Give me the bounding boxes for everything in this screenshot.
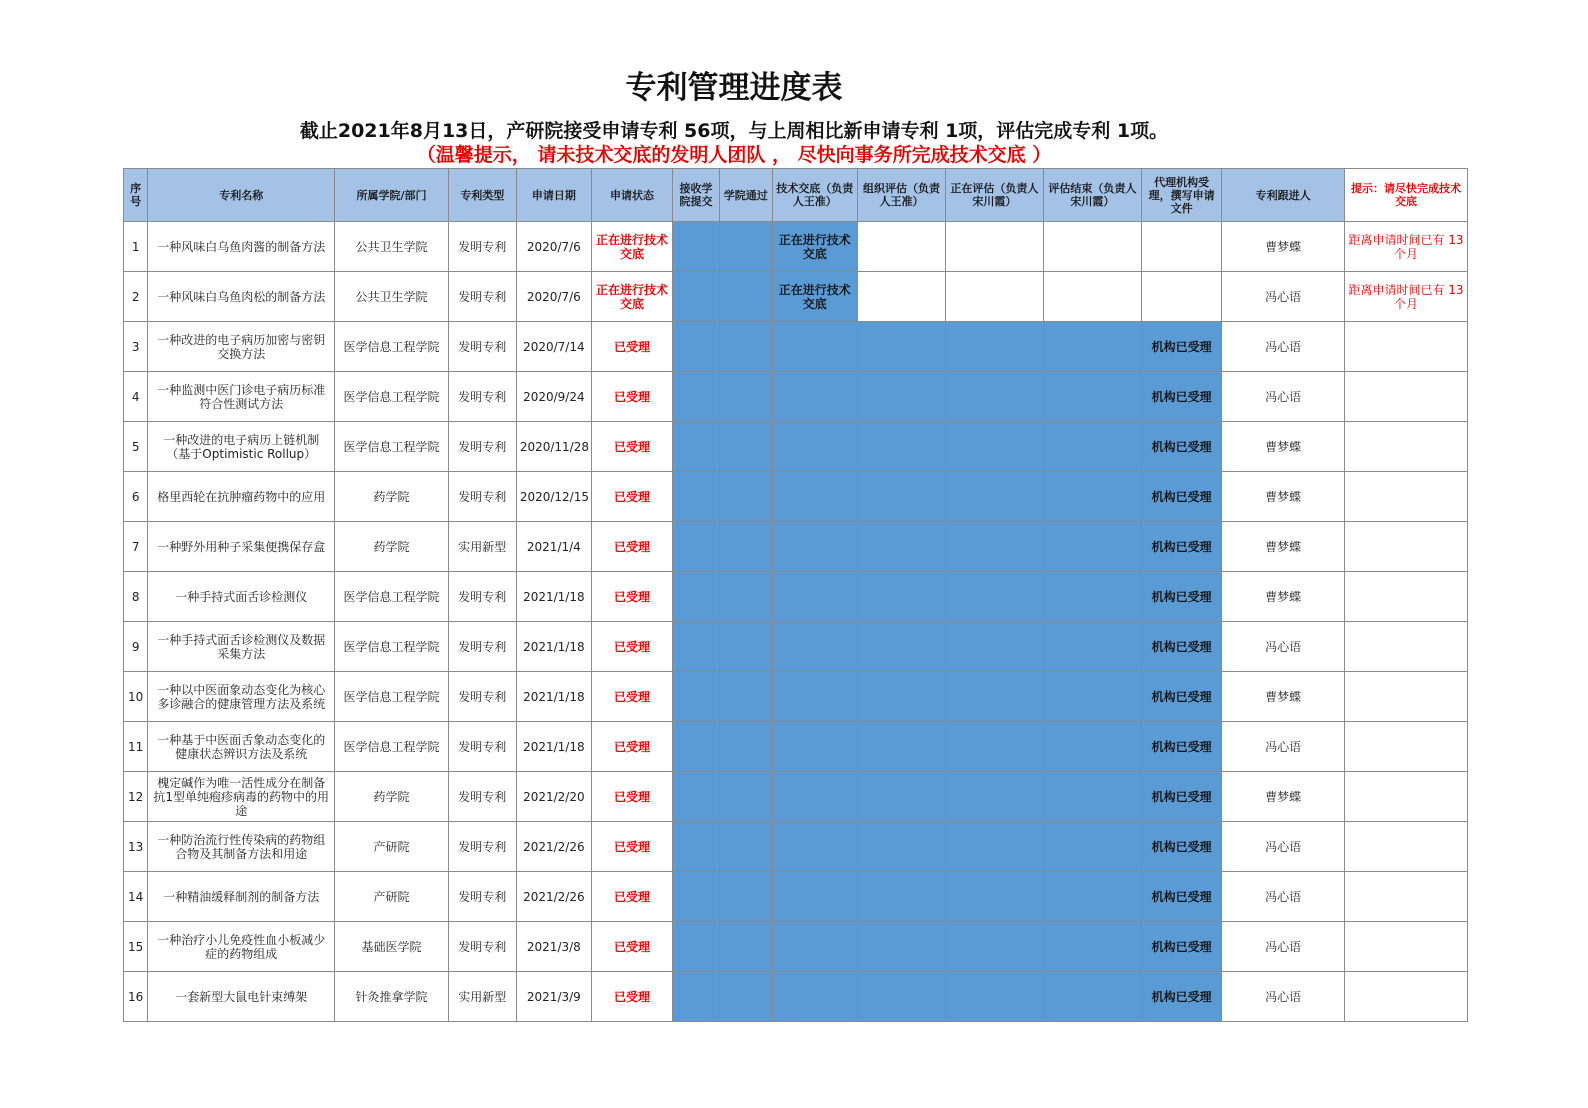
stage-agency: 机构已受理	[1142, 672, 1222, 722]
reminder-line: （温馨提示， 请未技术交底的发明人团队 ， 尽快向事务所完成技术交底 ）	[416, 144, 1052, 166]
apply-status: 已受理	[591, 372, 672, 422]
patent-owner: 冯心语	[1222, 922, 1345, 972]
stage-eval-done	[1043, 672, 1141, 722]
stage-evaluating	[946, 422, 1043, 472]
col-header-hint: 提示：请尽快完成技术交底	[1345, 169, 1468, 222]
apply-status: 已受理	[591, 522, 672, 572]
stage-approved	[719, 322, 772, 372]
stage-received	[673, 372, 720, 422]
stage-evaluating	[946, 822, 1043, 872]
stage-received	[673, 322, 720, 372]
patent-type: 发明专利	[448, 372, 516, 422]
stage-disclosure	[772, 972, 857, 1022]
table-row	[124, 572, 1468, 622]
department: 医学信息工程学院	[335, 722, 449, 772]
patent-name: 一种手持式面舌诊检测仪	[148, 572, 335, 622]
page-title: 专利管理进度表	[625, 70, 843, 106]
col-header-dept: 所属学院/部门	[335, 169, 449, 222]
patent-type: 发明专利	[448, 472, 516, 522]
patent-name: 一套新型大鼠电针束缚架	[148, 972, 335, 1022]
stage-agency: 机构已受理	[1142, 722, 1222, 772]
hint-cell	[1345, 822, 1468, 872]
stage-eval-done	[1043, 622, 1141, 672]
hint-cell	[1345, 772, 1468, 822]
patent-type: 发明专利	[448, 272, 516, 322]
patent-type: 实用新型	[448, 972, 516, 1022]
stage-approved	[719, 472, 772, 522]
stage-disclosure: 正在进行技术交底	[772, 272, 857, 322]
col-header-organize-eval: 组织评估（负责人王准）	[857, 169, 945, 222]
stage-evaluating	[946, 322, 1043, 372]
stage-approved	[719, 872, 772, 922]
department: 针灸推拿学院	[335, 972, 449, 1022]
stage-received	[673, 672, 720, 722]
row-number: 8	[124, 572, 148, 622]
stage-disclosure	[772, 622, 857, 672]
hint-cell: 距离申请时间已有 13 个月	[1345, 222, 1468, 272]
stage-received	[673, 422, 720, 472]
department: 产研院	[335, 872, 449, 922]
stage-organize-eval	[857, 422, 945, 472]
stage-approved	[719, 222, 772, 272]
col-header-approved: 学院通过	[719, 169, 772, 222]
table-row	[124, 722, 1468, 772]
stage-evaluating	[946, 372, 1043, 422]
stage-approved	[719, 522, 772, 572]
col-header-name: 专利名称	[148, 169, 335, 222]
stage-organize-eval	[857, 772, 945, 822]
stage-received	[673, 622, 720, 672]
patent-owner: 曹梦蝶	[1222, 472, 1345, 522]
apply-date: 2021/1/18	[516, 622, 591, 672]
stage-agency: 机构已受理	[1142, 522, 1222, 572]
patent-type: 发明专利	[448, 822, 516, 872]
patent-name: 一种监测中医门诊电子病历标准符合性测试方法	[148, 372, 335, 422]
patent-type: 发明专利	[448, 922, 516, 972]
apply-date: 2020/12/15	[516, 472, 591, 522]
stage-organize-eval	[857, 572, 945, 622]
stage-organize-eval	[857, 372, 945, 422]
department: 医学信息工程学院	[335, 372, 449, 422]
patent-type: 发明专利	[448, 422, 516, 472]
stage-agency: 机构已受理	[1142, 622, 1222, 672]
stage-agency: 机构已受理	[1142, 322, 1222, 372]
table-body	[124, 222, 1468, 1022]
stage-eval-done	[1043, 372, 1141, 422]
stage-approved	[719, 672, 772, 722]
patent-type: 发明专利	[448, 722, 516, 772]
hint-cell	[1345, 622, 1468, 672]
hint-cell	[1345, 722, 1468, 772]
stage-eval-done	[1043, 322, 1141, 372]
patent-type: 发明专利	[448, 572, 516, 622]
hint-cell	[1345, 872, 1468, 922]
apply-date: 2021/1/18	[516, 722, 591, 772]
col-header-no: 序号	[124, 169, 148, 222]
stage-approved	[719, 622, 772, 672]
stage-organize-eval	[857, 872, 945, 922]
stage-evaluating	[946, 872, 1043, 922]
stage-agency: 机构已受理	[1142, 422, 1222, 472]
stage-approved	[719, 422, 772, 472]
table-row	[124, 522, 1468, 572]
stage-approved	[719, 372, 772, 422]
col-header-evaluating: 正在评估（负责人宋川霞）	[946, 169, 1043, 222]
stage-organize-eval	[857, 672, 945, 722]
stage-organize-eval	[857, 622, 945, 672]
stage-eval-done	[1043, 772, 1141, 822]
row-number: 12	[124, 772, 148, 822]
department: 药学院	[335, 472, 449, 522]
patent-type: 发明专利	[448, 322, 516, 372]
stage-received	[673, 772, 720, 822]
stage-evaluating	[946, 972, 1043, 1022]
stage-received	[673, 572, 720, 622]
apply-status: 正在进行技术交底	[591, 272, 672, 322]
stage-approved	[719, 722, 772, 772]
patent-owner: 曹梦蝶	[1222, 522, 1345, 572]
hint-cell	[1345, 522, 1468, 572]
col-header-owner: 专利跟进人	[1222, 169, 1345, 222]
stage-evaluating	[946, 272, 1043, 322]
table-row	[124, 822, 1468, 872]
row-number: 5	[124, 422, 148, 472]
stage-approved	[719, 822, 772, 872]
hint-cell	[1345, 572, 1468, 622]
apply-date: 2021/1/18	[516, 672, 591, 722]
patent-type: 发明专利	[448, 772, 516, 822]
patent-owner: 冯心语	[1222, 622, 1345, 672]
table-row	[124, 872, 1468, 922]
department: 药学院	[335, 522, 449, 572]
patent-name: 一种精油缓释制剂的制备方法	[148, 872, 335, 922]
stage-eval-done	[1043, 972, 1141, 1022]
row-number: 11	[124, 722, 148, 772]
patent-name: 一种野外用种子采集便携保存盒	[148, 522, 335, 572]
table-row	[124, 422, 1468, 472]
stage-received	[673, 872, 720, 922]
table-header-row	[124, 169, 1468, 222]
apply-status: 已受理	[591, 322, 672, 372]
stage-eval-done	[1043, 472, 1141, 522]
stage-eval-done	[1043, 422, 1141, 472]
stage-agency	[1142, 272, 1222, 322]
department: 医学信息工程学院	[335, 322, 449, 372]
patent-owner: 曹梦蝶	[1222, 772, 1345, 822]
stage-disclosure	[772, 672, 857, 722]
table-row	[124, 472, 1468, 522]
apply-date: 2020/7/6	[516, 222, 591, 272]
apply-status: 已受理	[591, 972, 672, 1022]
hint-cell	[1345, 372, 1468, 422]
summary-line: 截止2021年8月13日，产研院接受申请专利 56项，与上周相比新申请专利 1项，评估完成专利 1项。	[299, 120, 1169, 142]
stage-disclosure: 正在进行技术交底	[772, 222, 857, 272]
apply-date: 2021/1/18	[516, 572, 591, 622]
stage-organize-eval	[857, 222, 945, 272]
stage-agency: 机构已受理	[1142, 972, 1222, 1022]
hint-cell	[1345, 922, 1468, 972]
department: 公共卫生学院	[335, 222, 449, 272]
stage-eval-done	[1043, 922, 1141, 972]
stage-received	[673, 222, 720, 272]
stage-agency: 机构已受理	[1142, 822, 1222, 872]
apply-date: 2021/2/26	[516, 822, 591, 872]
stage-received	[673, 272, 720, 322]
apply-status: 已受理	[591, 622, 672, 672]
stage-organize-eval	[857, 972, 945, 1022]
patent-type: 实用新型	[448, 522, 516, 572]
patent-owner: 曹梦蝶	[1222, 422, 1345, 472]
apply-status: 已受理	[591, 772, 672, 822]
stage-evaluating	[946, 522, 1043, 572]
stage-disclosure	[772, 772, 857, 822]
stage-evaluating	[946, 622, 1043, 672]
apply-status: 已受理	[591, 822, 672, 872]
stage-agency: 机构已受理	[1142, 372, 1222, 422]
stage-disclosure	[772, 472, 857, 522]
stage-received	[673, 922, 720, 972]
apply-date: 2020/9/24	[516, 372, 591, 422]
department: 医学信息工程学院	[335, 672, 449, 722]
patent-name: 一种基于中医面舌象动态变化的健康状态辨识方法及系统	[148, 722, 335, 772]
patent-type: 发明专利	[448, 872, 516, 922]
patent-owner: 冯心语	[1222, 872, 1345, 922]
stage-received	[673, 522, 720, 572]
table-row	[124, 372, 1468, 422]
col-header-type: 专利类型	[448, 169, 516, 222]
stage-eval-done	[1043, 222, 1141, 272]
stage-approved	[719, 572, 772, 622]
department: 公共卫生学院	[335, 272, 449, 322]
stage-organize-eval	[857, 922, 945, 972]
stage-evaluating	[946, 672, 1043, 722]
patent-owner: 冯心语	[1222, 372, 1345, 422]
patent-owner: 冯心语	[1222, 722, 1345, 772]
table-row	[124, 272, 1468, 322]
stage-evaluating	[946, 572, 1043, 622]
row-number: 15	[124, 922, 148, 972]
row-number: 4	[124, 372, 148, 422]
stage-agency: 机构已受理	[1142, 472, 1222, 522]
patent-name: 一种以中医面象动态变化为核心多诊融合的健康管理方法及系统	[148, 672, 335, 722]
stage-eval-done	[1043, 872, 1141, 922]
stage-organize-eval	[857, 522, 945, 572]
stage-approved	[719, 972, 772, 1022]
row-number: 2	[124, 272, 148, 322]
patent-progress-table	[123, 168, 1468, 1022]
row-number: 9	[124, 622, 148, 672]
row-number: 13	[124, 822, 148, 872]
table-row	[124, 972, 1468, 1022]
apply-status: 已受理	[591, 572, 672, 622]
patent-owner: 曹梦蝶	[1222, 222, 1345, 272]
stage-agency: 机构已受理	[1142, 772, 1222, 822]
stage-approved	[719, 922, 772, 972]
apply-date: 2020/7/14	[516, 322, 591, 372]
col-header-agency: 代理机构受理，撰写申请文件	[1142, 169, 1222, 222]
stage-received	[673, 972, 720, 1022]
col-header-eval-done: 评估结束（负责人宋川霞）	[1043, 169, 1141, 222]
stage-agency	[1142, 222, 1222, 272]
patent-name: 一种防治流行性传染病的药物组合物及其制备方法和用途	[148, 822, 335, 872]
patent-name: 一种改进的电子病历上链机制（基于Optimistic Rollup）	[148, 422, 335, 472]
col-header-received: 接收学院提交	[673, 169, 720, 222]
patent-name: 格里西轮在抗肿瘤药物中的应用	[148, 472, 335, 522]
patent-name: 一种改进的电子病历加密与密钥交换方法	[148, 322, 335, 372]
stage-agency: 机构已受理	[1142, 572, 1222, 622]
patent-owner: 冯心语	[1222, 272, 1345, 322]
patent-name: 槐定碱作为唯一活性成分在制备抗1型单纯疱疹病毒的药物中的用途	[148, 772, 335, 822]
stage-organize-eval	[857, 822, 945, 872]
patent-owner: 冯心语	[1222, 822, 1345, 872]
patent-owner: 冯心语	[1222, 322, 1345, 372]
hint-cell	[1345, 322, 1468, 372]
row-number: 10	[124, 672, 148, 722]
stage-approved	[719, 772, 772, 822]
row-number: 3	[124, 322, 148, 372]
stage-organize-eval	[857, 722, 945, 772]
row-number: 7	[124, 522, 148, 572]
apply-status: 已受理	[591, 722, 672, 772]
patent-name: 一种治疗小儿免疫性血小板减少症的药物组成	[148, 922, 335, 972]
stage-received	[673, 722, 720, 772]
patent-owner: 冯心语	[1222, 972, 1345, 1022]
apply-status: 已受理	[591, 872, 672, 922]
stage-evaluating	[946, 922, 1043, 972]
patent-type: 发明专利	[448, 222, 516, 272]
patent-owner: 曹梦蝶	[1222, 572, 1345, 622]
apply-date: 2021/3/9	[516, 972, 591, 1022]
stage-evaluating	[946, 722, 1043, 772]
table-row	[124, 772, 1468, 822]
department: 医学信息工程学院	[335, 422, 449, 472]
row-number: 1	[124, 222, 148, 272]
patent-name: 一种风味白乌鱼肉酱的制备方法	[148, 222, 335, 272]
hint-cell	[1345, 972, 1468, 1022]
department: 产研院	[335, 822, 449, 872]
stage-eval-done	[1043, 722, 1141, 772]
stage-agency: 机构已受理	[1142, 922, 1222, 972]
stage-disclosure	[772, 922, 857, 972]
col-header-status: 申请状态	[591, 169, 672, 222]
stage-disclosure	[772, 872, 857, 922]
stage-eval-done	[1043, 522, 1141, 572]
department: 基础医学院	[335, 922, 449, 972]
hint-cell	[1345, 472, 1468, 522]
stage-evaluating	[946, 772, 1043, 822]
apply-status: 已受理	[591, 422, 672, 472]
apply-status: 已受理	[591, 472, 672, 522]
table-row	[124, 622, 1468, 672]
stage-disclosure	[772, 572, 857, 622]
table-row	[124, 672, 1468, 722]
hint-cell	[1345, 422, 1468, 472]
row-number: 14	[124, 872, 148, 922]
stage-disclosure	[772, 722, 857, 772]
stage-disclosure	[772, 822, 857, 872]
stage-agency: 机构已受理	[1142, 872, 1222, 922]
apply-date: 2020/11/28	[516, 422, 591, 472]
row-number: 16	[124, 972, 148, 1022]
stage-eval-done	[1043, 572, 1141, 622]
department: 医学信息工程学院	[335, 572, 449, 622]
apply-date: 2021/2/20	[516, 772, 591, 822]
stage-disclosure	[772, 322, 857, 372]
stage-received	[673, 472, 720, 522]
apply-status: 已受理	[591, 922, 672, 972]
table-row	[124, 322, 1468, 372]
stage-organize-eval	[857, 272, 945, 322]
hint-cell: 距离申请时间已有 13 个月	[1345, 272, 1468, 322]
department: 医学信息工程学院	[335, 622, 449, 672]
stage-eval-done	[1043, 272, 1141, 322]
department: 药学院	[335, 772, 449, 822]
col-header-disclosure: 技术交底（负责人王准）	[772, 169, 857, 222]
table-row	[124, 222, 1468, 272]
stage-disclosure	[772, 372, 857, 422]
stage-approved	[719, 272, 772, 322]
stage-eval-done	[1043, 822, 1141, 872]
stage-organize-eval	[857, 322, 945, 372]
stage-evaluating	[946, 472, 1043, 522]
col-header-date: 申请日期	[516, 169, 591, 222]
patent-name: 一种风味白乌鱼肉松的制备方法	[148, 272, 335, 322]
apply-date: 2021/3/8	[516, 922, 591, 972]
hint-cell	[1345, 672, 1468, 722]
stage-disclosure	[772, 522, 857, 572]
patent-type: 发明专利	[448, 622, 516, 672]
row-number: 6	[124, 472, 148, 522]
apply-status: 已受理	[591, 672, 672, 722]
stage-disclosure	[772, 422, 857, 472]
apply-date: 2020/7/6	[516, 272, 591, 322]
patent-owner: 曹梦蝶	[1222, 672, 1345, 722]
table-row	[124, 922, 1468, 972]
apply-status: 正在进行技术交底	[591, 222, 672, 272]
apply-date: 2021/2/26	[516, 872, 591, 922]
stage-evaluating	[946, 222, 1043, 272]
patent-name: 一种手持式面舌诊检测仪及数据采集方法	[148, 622, 335, 672]
stage-organize-eval	[857, 472, 945, 522]
patent-type: 发明专利	[448, 672, 516, 722]
apply-date: 2021/1/4	[516, 522, 591, 572]
stage-received	[673, 822, 720, 872]
